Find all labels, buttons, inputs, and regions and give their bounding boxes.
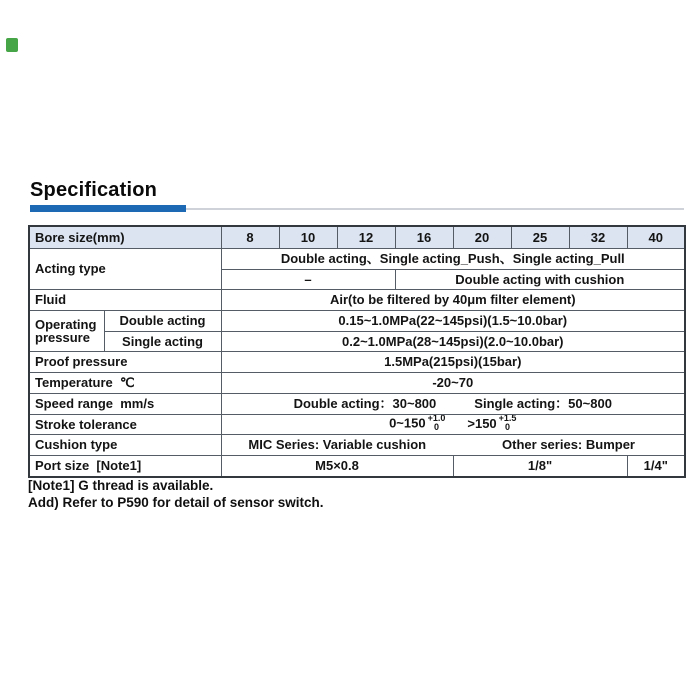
footnote-1: [Note1] G thread is available. [28,478,214,493]
bore-value-10: 10 [279,226,337,249]
stroke-tolerance-value [221,414,685,435]
speed-range-double-value: Double acting：30~800 [293,395,437,411]
proof-pressure-label: Proof pressure [29,352,221,373]
title-underline-line [186,208,684,210]
bore-value-20: 20 [453,226,511,249]
table-row-temperature [29,373,685,394]
table-row-proof-pressure [29,352,685,373]
green-marker-icon [6,38,18,52]
speed-range-label: Speed range mm/s [29,393,221,414]
stroke-tolerance-2 [499,414,517,432]
cushion-type-label: Cushion type [29,435,221,456]
acting-type-with-cushion-value: Double acting with cushion [395,269,685,290]
fluid-value: Air(to be filtered by 40μm filter element) [221,290,685,311]
bore-value-12: 12 [337,226,395,249]
port-size-large-value: 1/4" [627,455,685,476]
operating-pressure-single-value: 0.2~1.0MPa(28~145psi)(2.0~10.0bar) [221,331,685,352]
table-row-fluid [29,290,685,311]
port-size-label: Port size [Note1] [29,455,221,476]
acting-type-label: Acting type [29,249,221,290]
operating-pressure-label: Operating pressure [29,311,104,352]
stroke-range-1: 0~150 [389,415,426,431]
stroke-tolerance-label: Stroke tolerance [29,414,221,435]
operating-pressure-double-label: Double acting [104,311,221,332]
cushion-type-other-value: Other series: Bumper [453,435,685,456]
bore-value-16: 16 [395,226,453,249]
table-row-operating-pressure-single [29,331,685,352]
temperature-value: -20~70 [221,373,685,394]
table-row-bore-size [29,226,685,249]
footnote-2: Add) Refer to P590 for detail of sensor switch. [28,495,324,510]
fluid-label: Fluid [29,290,221,311]
table-row-acting-type-1 [29,249,685,270]
stroke-range-2: >150 [467,415,497,431]
port-size-small-value: M5×0.8 [221,455,453,476]
specification-table [28,225,686,478]
stroke-tolerance-2-lower: 0 [505,422,511,433]
stroke-tolerance-1-lower: 0 [433,422,439,433]
acting-type-no-cushion-value: – [221,269,395,290]
bore-value-32: 32 [569,226,627,249]
stroke-tolerance-2-upper: +1.5 [498,414,517,424]
speed-range-single-value: Single acting：50~800 [474,395,612,411]
bore-size-label: Bore size(mm) [29,226,221,249]
speed-range-value [221,393,685,414]
stroke-tolerance-1 [428,414,446,432]
table-row-stroke-tolerance [29,414,685,435]
proof-pressure-value: 1.5MPa(215psi)(15bar) [221,352,685,373]
bore-value-40: 40 [627,226,685,249]
operating-pressure-single-label: Single acting [104,331,221,352]
table-row-port-size [29,455,685,476]
port-size-medium-value: 1/8" [453,455,627,476]
table-row-speed-range [29,393,685,414]
footnotes [28,477,324,511]
table-row-cushion-type [29,435,685,456]
stroke-tolerance-1-upper: +1.0 [427,414,446,424]
bore-value-8: 8 [221,226,279,249]
acting-type-all-value: Double acting、Single acting_Push、Single acting_Pull [221,249,685,270]
page-title: Specification [30,179,158,201]
bore-value-25: 25 [511,226,569,249]
table-row-operating-pressure-double [29,311,685,332]
temperature-label: Temperature ℃ [29,373,221,394]
operating-pressure-double-value: 0.15~1.0MPa(22~145psi)(1.5~10.0bar) [221,311,685,332]
title-underline-accent [30,205,186,212]
cushion-type-mic-value: MIC Series: Variable cushion [221,435,453,456]
